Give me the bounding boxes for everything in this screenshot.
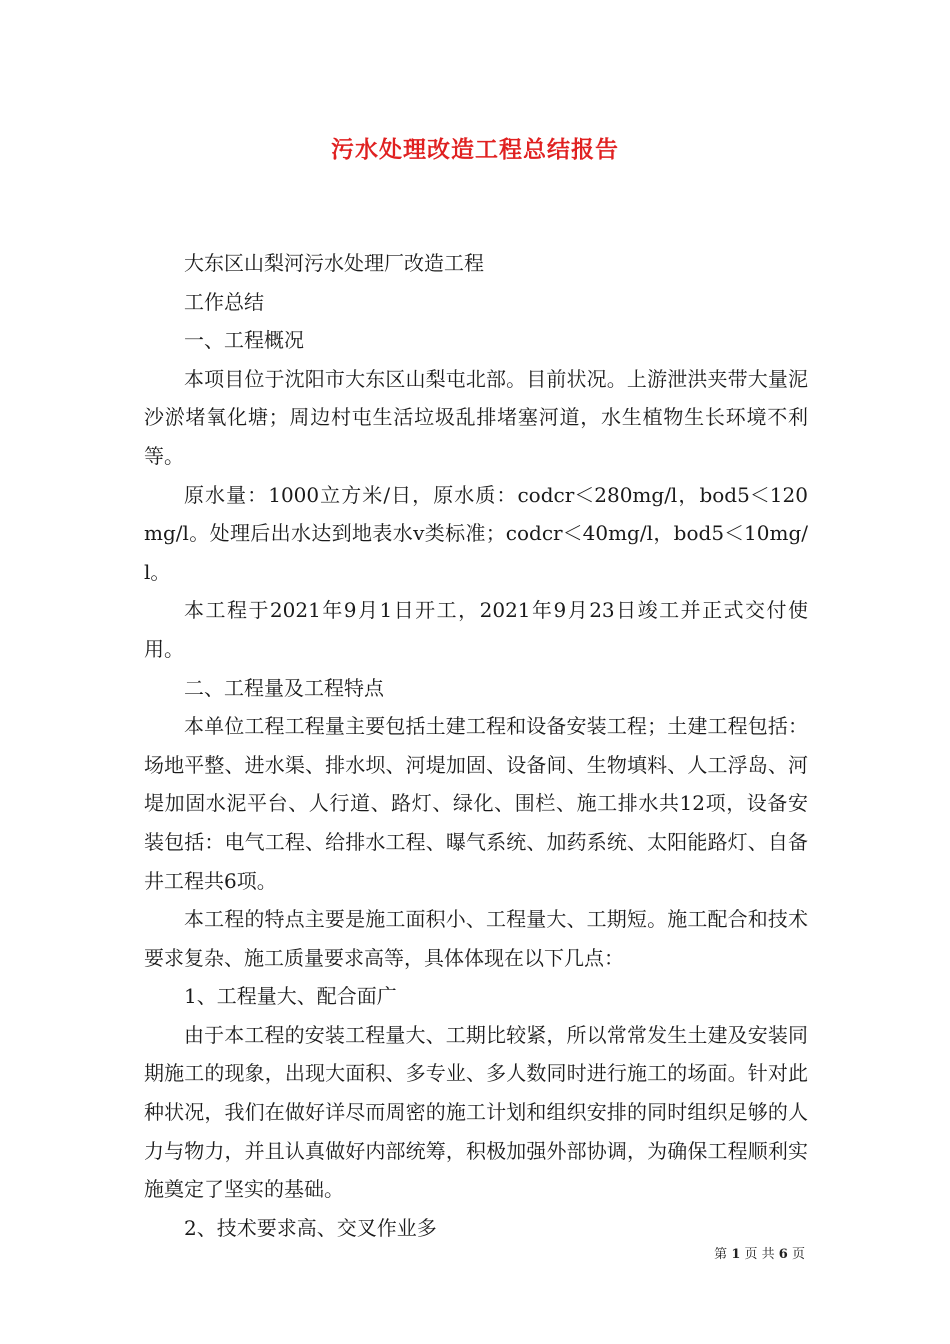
total-pages-number: 6	[778, 1247, 788, 1262]
footer-prefix: 第	[714, 1247, 728, 1262]
paragraph: 工作总结	[184, 289, 264, 314]
document-body	[144, 244, 808, 1247]
current-page-number: 1	[731, 1247, 741, 1262]
sub-heading: 1、工程量大、配合面广	[184, 984, 397, 1009]
section-heading: 一、工程概况	[184, 328, 304, 353]
paragraph: 本工程的特点主要是施工面积小、工程量大、工期短。施工配合和技术要求复杂、施工质量要求高等，具体体现在以下几点：	[144, 907, 808, 970]
paragraph: 大东区山梨河污水处理厂改造工程	[184, 251, 484, 275]
paragraph: 本工程于2021年9月1日开工，2021年9月23日竣工并正式交付使用。	[144, 598, 808, 661]
paragraph: 本单位工程工程量主要包括土建工程和设备安装工程；土建工程包括：场地平整、进水渠、排水坝、河堤加固、设备间、生物填料、人工浮岛、河堤加固水泥平台、人行道、路灯、绿化、围栏、施工排水共12项，设备安装包括：电气工程、给排水工程、曝气系统、加药系统、太阳能路灯、自备井工程共6项。	[144, 714, 808, 893]
section-heading: 二、工程量及工程特点	[184, 675, 384, 700]
footer-middle: 页 共	[744, 1247, 775, 1262]
paragraph: 原水量：1000立方米/日，原水质：codcr＜280mg/l，bod5＜120mg/l。处理后出水达到地表水v类标准；codcr＜40mg/l，bod5＜10mg/l。	[144, 482, 808, 584]
paragraph: 由于本工程的安装工程量大、工期比较紧，所以常常发生土建及安装同期施工的现象，出现大面积、多专业、多人数同时进行施工的场面。针对此种状况，我们在做好详尽而周密的施工计划和组织安排的同时组织足够的人力与物力，并且认真做好内部统筹，积极加强外部协调，为确保工程顺利实施奠定了坚实的基础。	[144, 1022, 808, 1202]
document-title: 污水处理改造工程总结报告	[331, 136, 619, 163]
footer-suffix: 页	[791, 1247, 805, 1262]
page-footer	[714, 1246, 805, 1264]
sub-heading: 2、技术要求高、交叉作业多	[184, 1215, 437, 1240]
paragraph: 本项目位于沈阳市大东区山梨屯北部。目前状况。上游泄洪夹带大量泥沙淤堵氧化塘；周边村屯生活垃圾乱排堵塞河道，水生植物生长环境不利等。	[144, 366, 808, 468]
